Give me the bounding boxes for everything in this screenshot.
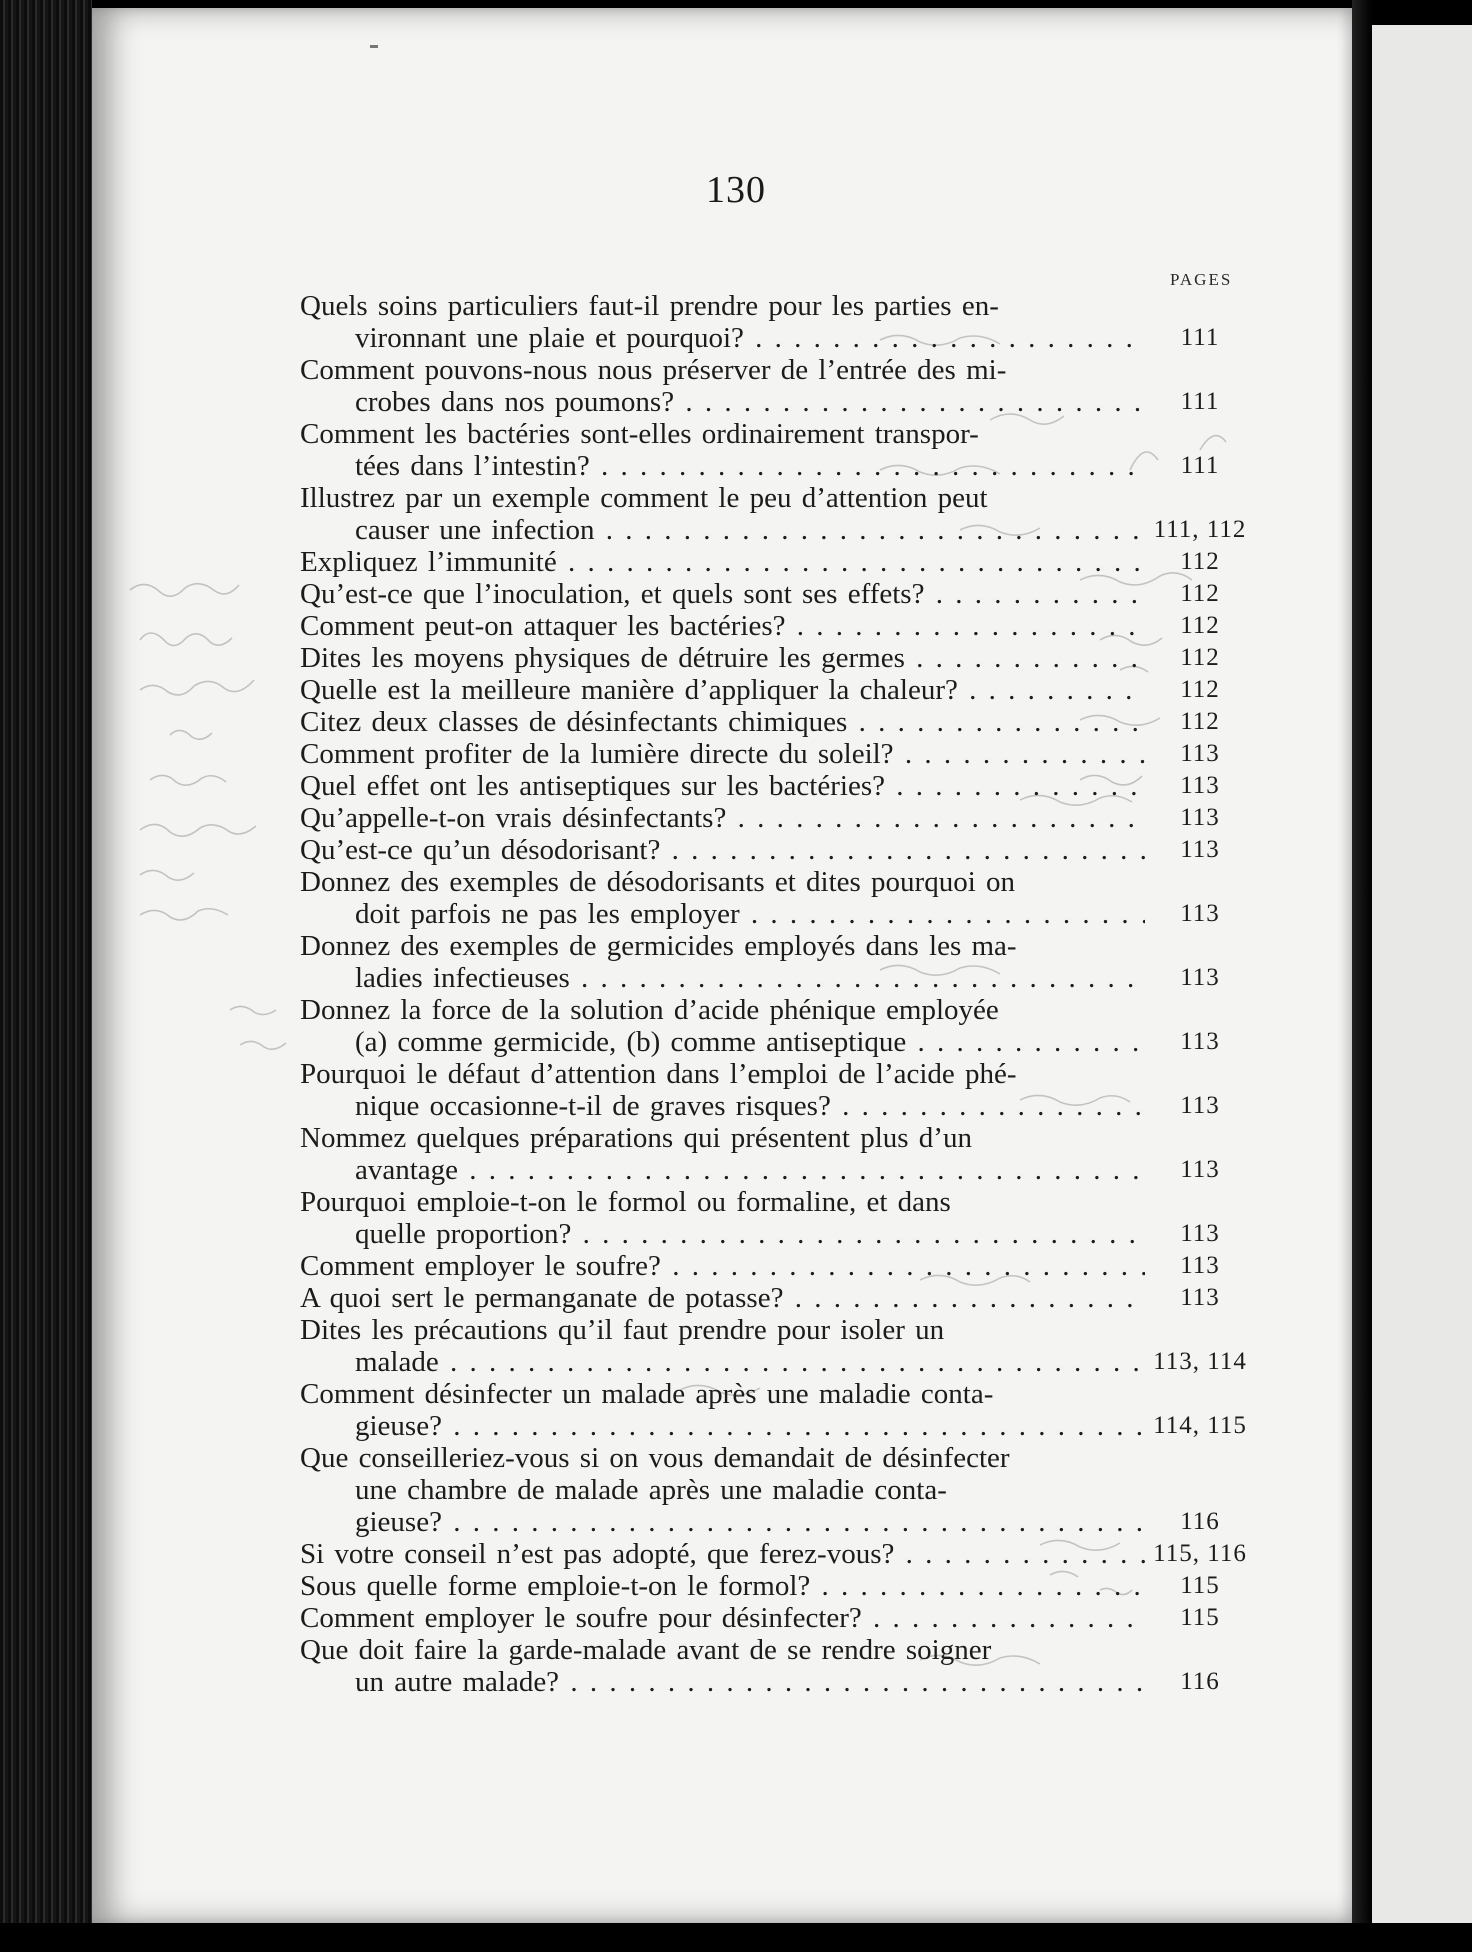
toc-entry <box>300 1538 1260 1570</box>
toc-entry-text: Pourquoi le défaut d’attention dans l’emploi de l’acide phé- <box>300 1058 1017 1090</box>
toc-entry-text: tées dans l’intestin? . . . <box>300 450 1145 482</box>
toc-page-ref: 113 <box>1180 1092 1220 1119</box>
toc-entry-text: Quel effet ont les antiseptiques sur les bactéries? . . . <box>300 770 1145 802</box>
toc-entry <box>300 482 1260 546</box>
toc-entry <box>300 1314 1260 1378</box>
toc-entry-text: Citez deux classes de désinfectants chimiques . . . <box>300 706 1145 738</box>
facing-page-edge <box>1372 25 1472 1945</box>
toc-page-ref: 111, 112 <box>1153 516 1247 543</box>
toc-entry-text: doit parfois ne pas les employer . . . <box>300 898 1145 930</box>
toc-page-ref: 114, 115 <box>1153 1412 1247 1439</box>
book-page-edges <box>0 0 92 1952</box>
toc-entry <box>300 1634 1260 1698</box>
toc-page-ref: 116 <box>1180 1668 1220 1695</box>
toc-entry <box>300 706 1260 738</box>
toc-entry-text: malade . . . <box>300 1346 1145 1378</box>
toc-entry-text: causer une infection . . . <box>300 514 1145 546</box>
toc-entry <box>300 1602 1260 1634</box>
toc-entry-text: Si votre conseil n’est pas adopté, que ferez-vous? . . . <box>300 1538 1145 1570</box>
toc-entry-text: un autre malade? . . . <box>300 1666 1145 1698</box>
toc-entry-text: quelle proportion? . . . <box>300 1218 1145 1250</box>
toc-entry-text: (a) comme germicide, (b) comme antiseptique . . . <box>300 1026 1145 1058</box>
toc-entry-text: Sous quelle forme emploie-t-on le formol? . . . <box>300 1570 1145 1602</box>
toc-entry-text: Qu’est-ce qu’un désodorisant? . . . <box>300 834 1145 866</box>
toc-page-ref: 112 <box>1180 612 1220 639</box>
toc-page-ref: 112 <box>1180 676 1220 703</box>
toc-page-ref: 113 <box>1180 900 1220 927</box>
toc-page-ref: 115, 116 <box>1153 1540 1247 1567</box>
toc-page-ref: 112 <box>1180 580 1220 607</box>
table-of-contents <box>300 290 1260 1698</box>
toc-entry <box>300 1378 1260 1442</box>
toc-entry <box>300 834 1260 866</box>
toc-entry-text: avantage . . . <box>300 1154 1145 1186</box>
toc-entry <box>300 930 1260 994</box>
pages-column-header: PAGES <box>1170 270 1233 289</box>
toc-page-ref: 112 <box>1180 548 1220 575</box>
toc-entry <box>300 1570 1260 1602</box>
toc-page-ref: 113 <box>1180 1284 1220 1311</box>
toc-entry <box>300 546 1260 578</box>
toc-page-ref: 113 <box>1180 1156 1220 1183</box>
toc-entry-text: vironnant une plaie et pourquoi? . . . <box>300 322 1145 354</box>
toc-page-ref: 116 <box>1180 1508 1220 1535</box>
toc-entry-text: Dites les moyens physiques de détruire les germes . . . <box>300 642 1145 674</box>
toc-entry <box>300 610 1260 642</box>
toc-entry-text: Expliquez l’immunité . . . <box>300 546 1145 578</box>
toc-entry-text: Nommez quelques préparations qui présentent plus d’un <box>300 1122 972 1154</box>
toc-entry <box>300 354 1260 418</box>
toc-entry <box>300 802 1260 834</box>
toc-entry <box>300 866 1260 930</box>
toc-entry <box>300 738 1260 770</box>
toc-entry <box>300 1282 1260 1314</box>
toc-page-ref: 113 <box>1180 804 1220 831</box>
toc-entry-text: Donnez la force de la solution d’acide phénique employée <box>300 994 999 1026</box>
toc-entry <box>300 418 1260 482</box>
toc-page-ref: 115 <box>1180 1572 1220 1599</box>
page-number: 130 <box>706 169 766 211</box>
toc-page-ref: 113 <box>1180 836 1220 863</box>
toc-entry-text: gieuse? . . . <box>300 1410 1145 1442</box>
toc-page-ref: 115 <box>1180 1604 1220 1631</box>
toc-page-ref: 113 <box>1180 740 1220 767</box>
toc-entry-text: Comment employer le soufre pour désinfecter? . . . <box>300 1602 1145 1634</box>
toc-entry-text: Dites les précautions qu’il faut prendre pour isoler un <box>300 1314 945 1346</box>
toc-entry-text: gieuse? . . . <box>300 1506 1145 1538</box>
toc-entry-text: Comment profiter de la lumière directe du soleil? . . . <box>300 738 1145 770</box>
toc-entry-text: crobes dans nos poumons? . . . <box>300 386 1145 418</box>
toc-entry-text: Donnez des exemples de désodorisants et dites pourquoi on <box>300 866 1016 898</box>
toc-page-ref: 112 <box>1180 644 1220 671</box>
scan-bottom-border <box>0 1923 1472 1952</box>
toc-entry-text: ladies infectieuses . . . <box>300 962 1145 994</box>
toc-page-ref: 113 <box>1180 772 1220 799</box>
toc-page-ref: 113 <box>1180 964 1220 991</box>
toc-entry-text: Comment pouvons-nous nous préserver de l’entrée des mi- <box>300 354 1007 386</box>
toc-entry-text: Qu’est-ce que l’inoculation, et quels sont ses effets? . . . <box>300 578 1145 610</box>
toc-entry <box>300 994 1260 1058</box>
toc-entry-text: Comment désinfecter un malade après une maladie conta- <box>300 1378 994 1410</box>
toc-entry-text: Comment employer le soufre? . . . <box>300 1250 1145 1282</box>
toc-entry-text: une chambre de malade après une maladie conta- <box>355 1474 947 1506</box>
toc-entry <box>300 1250 1260 1282</box>
toc-page-ref: 113 <box>1180 1028 1220 1055</box>
toc-entry-text: Pourquoi emploie-t-on le formol ou formaline, et dans <box>300 1186 951 1218</box>
toc-entry <box>300 290 1260 354</box>
toc-entry-text: nique occasionne-t-il de graves risques? . . . <box>300 1090 1145 1122</box>
toc-page-ref: 113 <box>1180 1252 1220 1279</box>
toc-entry <box>300 1186 1260 1250</box>
toc-entry-text: A quoi sert le permanganate de potasse? . . . <box>300 1282 1145 1314</box>
toc-entry-text: Qu’appelle-t-on vrais désinfectants? . . . <box>300 802 1145 834</box>
toc-entry-text: Quelle est la meilleure manière d’appliquer la chaleur? . . . <box>300 674 1145 706</box>
toc-page-ref: 111 <box>1180 388 1220 415</box>
toc-entry-text: Que conseilleriez-vous si on vous demandait de désinfecter <box>300 1442 1010 1474</box>
toc-entry-text: Comment les bactéries sont-elles ordinairement transpor- <box>300 418 979 450</box>
toc-entry <box>300 578 1260 610</box>
toc-page-ref: 111 <box>1180 452 1220 479</box>
toc-entry-text: Que doit faire la garde-malade avant de se rendre soigner <box>300 1634 992 1666</box>
toc-page-ref: 113, 114 <box>1153 1348 1247 1375</box>
toc-entry <box>300 1058 1260 1122</box>
book-gutter <box>1352 0 1372 1952</box>
toc-entry <box>300 1442 1260 1538</box>
page-mark <box>370 45 378 48</box>
toc-entry <box>300 674 1260 706</box>
toc-page-ref: 111 <box>1180 324 1220 351</box>
toc-page-ref: 112 <box>1180 708 1220 735</box>
toc-page-ref: 113 <box>1180 1220 1220 1247</box>
toc-entry-text: Quels soins particuliers faut-il prendre pour les parties en- <box>300 290 999 322</box>
toc-entry <box>300 642 1260 674</box>
toc-entry <box>300 1122 1260 1186</box>
toc-entry-text: Illustrez par un exemple comment le peu d’attention peut <box>300 482 988 514</box>
toc-entry-text: Donnez des exemples de germicides employés dans les ma- <box>300 930 1017 962</box>
toc-entry-text: Comment peut-on attaquer les bactéries? . . . <box>300 610 1145 642</box>
toc-entry <box>300 770 1260 802</box>
